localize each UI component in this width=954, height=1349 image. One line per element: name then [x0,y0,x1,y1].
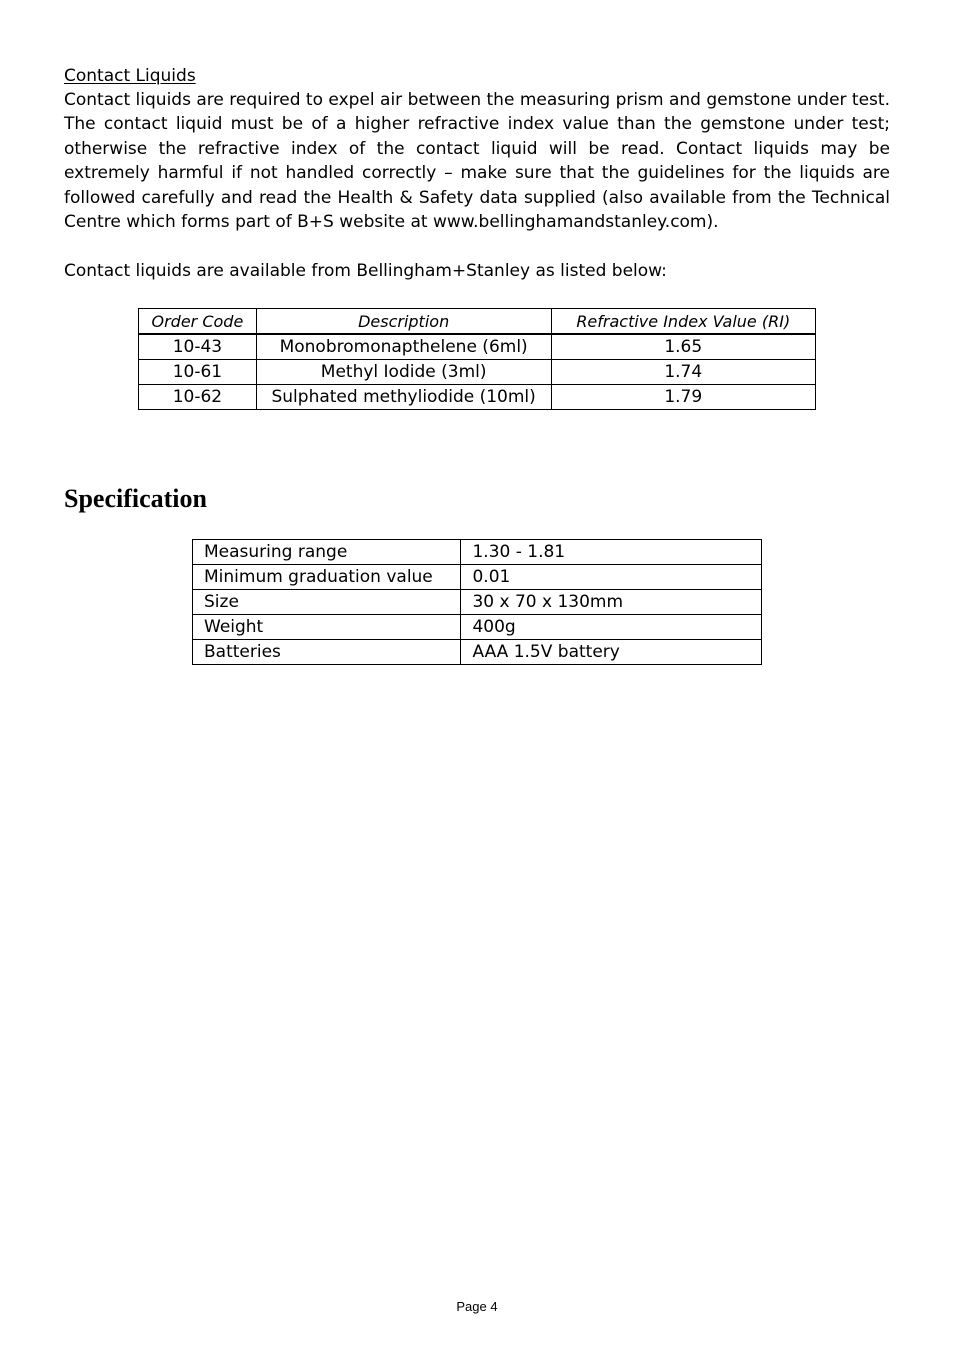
table-row [193,615,762,640]
table-row [139,385,816,410]
table-row [193,590,762,615]
ri-cell: 1.74 [551,360,816,385]
table-header-row [139,309,816,335]
order-code-cell: 10-62 [139,385,257,410]
table-row [193,640,762,665]
specification-table [192,539,762,665]
contact-liquids-table [138,308,816,410]
spec-label-cell: Measuring range [193,540,461,565]
specification-heading: Specification [64,484,207,513]
page-number: Page 4 [456,1299,498,1314]
spec-label-cell: Batteries [193,640,461,665]
ri-cell: 1.79 [551,385,816,410]
spec-label-cell: Minimum graduation value [193,565,461,590]
description-cell: Monobromonapthelene (6ml) [256,334,551,360]
spec-value-cell: 30 x 70 x 130mm [461,590,762,615]
spec-value-cell: 1.30 - 1.81 [461,540,762,565]
ri-cell: 1.65 [551,334,816,360]
spec-value-cell: AAA 1.5V battery [461,640,762,665]
table-row [193,540,762,565]
spec-value-cell: 0.01 [461,565,762,590]
spec-label-cell: Size [193,590,461,615]
contact-liquids-paragraph: Contact liquids are required to expel air between the measuring prism and gemstone under test. The contact liquid must be of a higher refractive index value than the gemstone under test; otherwise the refractive index of the contact liquid will be read. Contact liquids may be extremely harmful if not handled correctly – make sure that the guidelines for the liquids are followed carefully and read the Health & Safety data supplied (also available from the Technical Centre which forms part of B+S website at www.bellinghamandstanley.com). [64,90,890,233]
table-row [139,334,816,360]
spec-value-cell: 400g [461,615,762,640]
header-refractive-index: Refractive Index Value (RI) [551,309,816,335]
order-code-cell: 10-43 [139,334,257,360]
description-cell: Sulphated methyliodide (10ml) [256,385,551,410]
spec-label-cell: Weight [193,615,461,640]
header-order-code: Order Code [139,309,257,335]
order-code-cell: 10-61 [139,360,257,385]
header-description: Description [256,309,551,335]
description-cell: Methyl Iodide (3ml) [256,360,551,385]
availability-text: Contact liquids are available from Bellingham+Stanley as listed below: [64,261,667,281]
contact-liquids-heading: Contact Liquids [64,66,196,86]
table-row [139,360,816,385]
table-row [193,565,762,590]
